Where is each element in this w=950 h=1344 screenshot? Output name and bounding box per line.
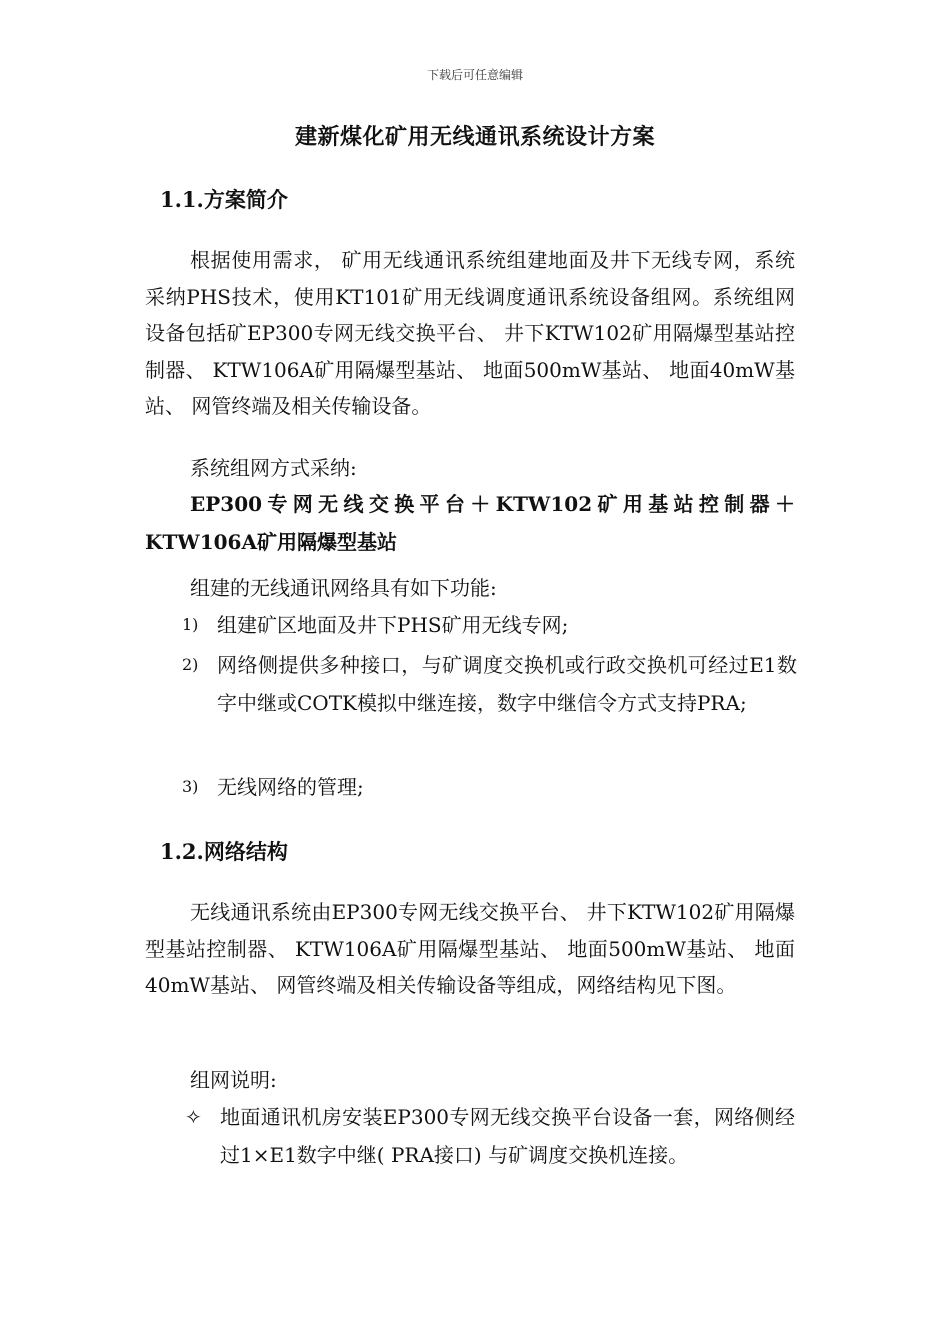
section-heading-1-2: 1.2.网络结构 <box>160 839 288 864</box>
diamond-bullet-icon: ✧ <box>185 1105 202 1129</box>
list-item-text: 组建矿区地面及井下PHS矿用无线专网; <box>217 613 569 637</box>
list-item <box>182 606 797 644</box>
header-note: 下载后可任意编辑 <box>426 68 523 82</box>
section-heading-1-1: 1.1.方案简介 <box>160 187 288 212</box>
document-title: 建新煤化矿用无线通讯系统设计方案 <box>294 124 655 150</box>
bullet-item-text: 地面通讯机房安装EP300专网无线交换平台设备一套，网络侧经过1×E1数字中继( PRA接口) 与矿调度交换机连接。 <box>220 1105 795 1167</box>
list-item <box>182 768 797 806</box>
function-label: 组建的无线通讯网络具有如下功能: <box>190 576 497 600</box>
list-marker: 2) <box>182 655 199 674</box>
networking-mode-label: 系统组网方式采纳: <box>190 456 357 480</box>
section2-intro-paragraph: 无线通讯系统由EP300专网无线交换平台、 井下KTW102矿用隔爆型基站控制器、 KTW106A矿用隔爆型基站、 地面500mW基站、 地面40mW基站、 网管终端及相关传输设备等组成，网络结构见下图。 <box>145 900 795 997</box>
section1-intro-paragraph: 根据使用需求， 矿用无线通讯系统组建地面及井下无线专网，系统采纳PHS技术，使用KT101矿用无线调度通讯系统设备组网。系统组网设备包括矿EP300专网无线交换平台、 井下KTW102矿用隔爆型基站控制器、 KTW106A矿用隔爆型基站、 地面500mW基站、 地面40mW基站、 网管终端及相关传输设备。 <box>145 248 795 418</box>
list-item-text: 网络侧提供多种接口，与矿调度交换机或行政交换机可经过E1数字中继或COTK模拟中继连接，数字中继信令方式支持PRA; <box>217 653 797 715</box>
list-item-text: 无线网络的管理; <box>217 775 364 799</box>
networking-note-label: 组网说明: <box>190 1068 277 1092</box>
list-item <box>182 646 797 722</box>
networking-mode-bold: EP300专网无线交换平台＋KTW102矿用基站控制器＋KTW106A矿用隔爆型基站 <box>145 492 795 554</box>
bullet-item <box>185 1098 795 1174</box>
list-marker: 1) <box>182 615 199 634</box>
list-marker: 3) <box>182 777 199 796</box>
